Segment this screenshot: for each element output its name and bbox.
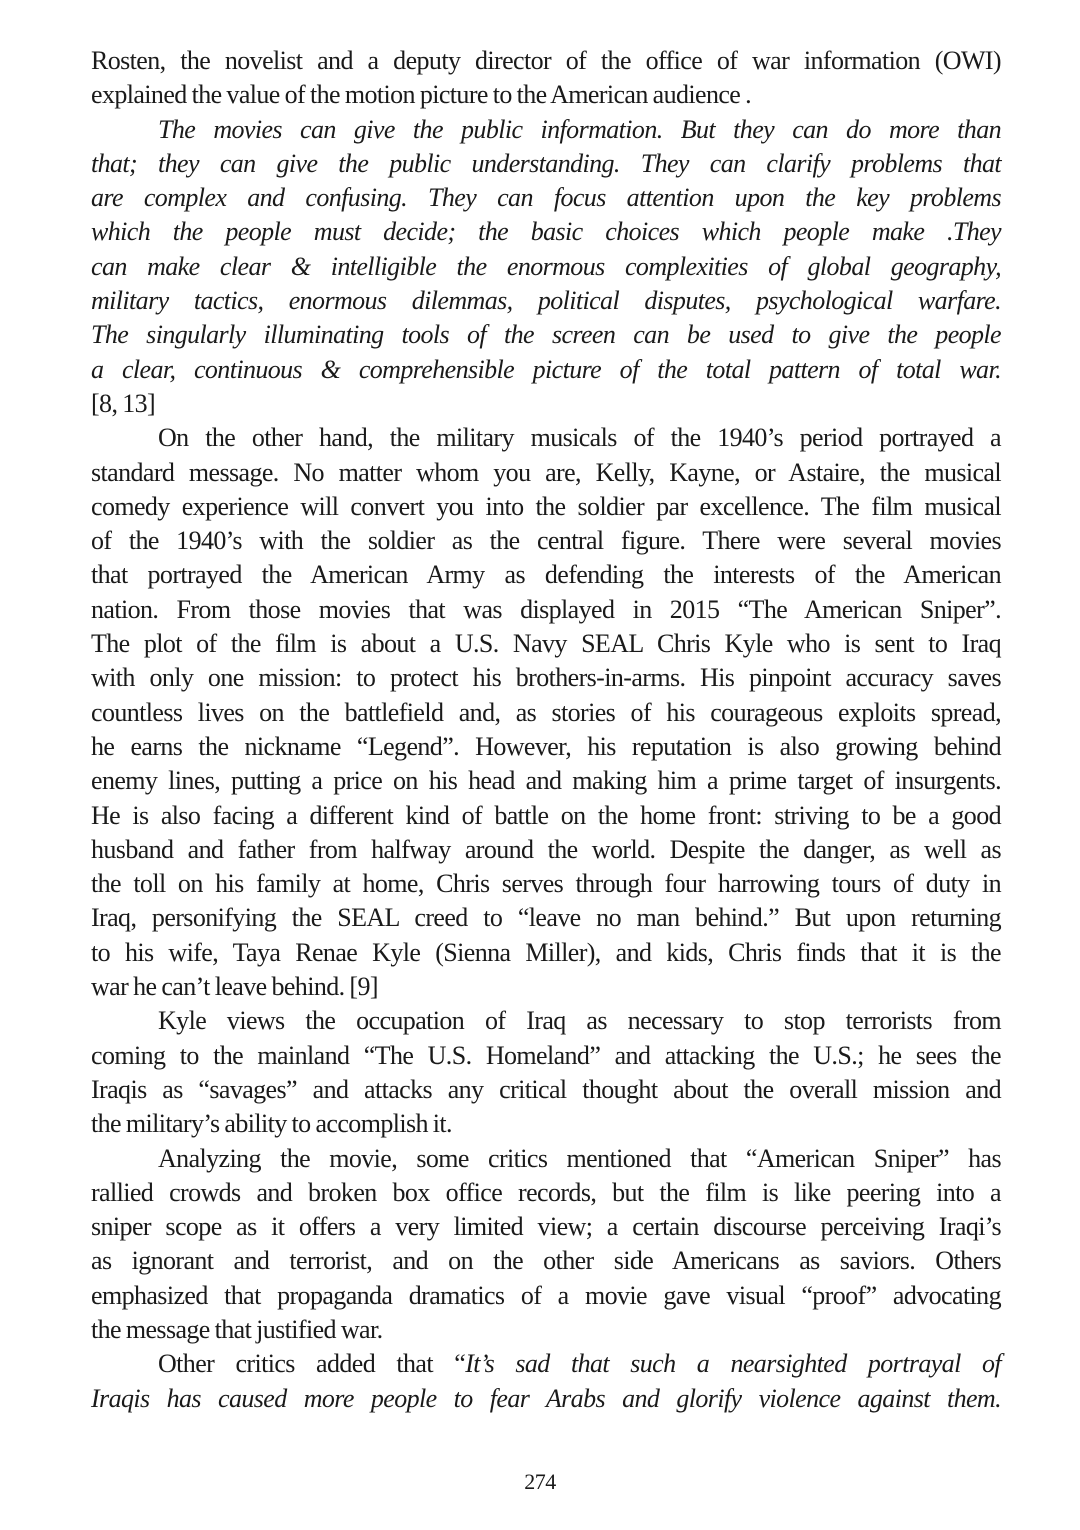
quote-line: The movies can give the public information. But they can do more than xyxy=(158,114,1001,144)
roman-text: Other critics added that “ xyxy=(157,1349,466,1379)
paragraph-military-musicals xyxy=(91,421,1001,1004)
text-line: husband and father from halfway around the world. Despite the danger, as well as xyxy=(91,834,1001,864)
quote-line: a clear, continuous & comprehensible picture of the total pattern of total war. xyxy=(91,354,1001,384)
text-line: countless lives on the battlefield and, as stories of his courageous exploits spread, xyxy=(91,697,1001,727)
text-line xyxy=(91,1347,1001,1381)
text-line: war he can’t leave behind. [9] xyxy=(91,972,378,1002)
text-line: sniper scope as it offers a very limited view; a certain discourse perceiving Iraqi’s xyxy=(91,1212,1001,1242)
italic-quote-text: Iraqis has caused more people to fear Arabs and glorify violence against them. xyxy=(91,1383,1001,1413)
block-quote xyxy=(91,113,1001,387)
document-page xyxy=(91,44,1001,1416)
quote-line: The singularly illuminating tools of the screen can be used to give the people xyxy=(91,320,1001,350)
text-line: with only one mission: to protect his brothers-in-arms. His pinpoint accuracy saves xyxy=(91,663,1001,693)
text-line: the toll on his family at home, Chris serves through four harrowing tours of duty in xyxy=(91,869,1001,899)
text-line: Rosten, the novelist and a deputy director of the office of war information (OWI) xyxy=(91,46,1001,75)
paragraph-other-critics xyxy=(91,1347,1001,1416)
text-line: that portrayed the American Army as defending the interests of the American xyxy=(91,560,1001,590)
text-line: The plot of the film is about a U.S. Navy SEAL Chris Kyle who is sent to Iraq xyxy=(91,629,1001,659)
citation: [8, 13] xyxy=(91,388,156,418)
text-line: standard message. No matter whom you are, Kelly, Kayne, or Astaire, the musical xyxy=(91,457,1001,487)
paragraph-rosten xyxy=(91,44,1001,113)
text-line: to his wife, Taya Renae Kyle (Sienna Miller), and kids, Chris finds that it is the xyxy=(91,937,1001,967)
text-line xyxy=(91,1382,1001,1416)
text-line: He is also facing a different kind of battle on the home front: striving to be a good xyxy=(91,800,1001,830)
text-line: Analyzing the movie, some critics mentioned that “American Sniper” has xyxy=(158,1143,1001,1173)
text-line: enemy lines, putting a price on his head and making him a prime target of insurgents. xyxy=(91,766,1001,796)
text-line: On the other hand, the military musicals of the 1940’s period portrayed a xyxy=(158,423,1001,453)
text-line: the message that justified war. xyxy=(91,1314,383,1344)
text-line: comedy experience will convert you into the soldier par excellence. The film musical xyxy=(91,491,1001,521)
quote-line: military tactics, enormous dilemmas, political disputes, psychological warfare. xyxy=(91,286,1001,316)
text-line: emphasized that propaganda dramatics of a movie gave visual “proof” advocating xyxy=(91,1280,1001,1310)
quote-line: that; they can give the public understanding. They can clarify problems that xyxy=(91,148,1001,178)
text-line: as ignorant and terrorist, and on the other side Americans as saviors. Others xyxy=(91,1246,1001,1276)
quote-line: are complex and confusing. They can focus attention upon the key problems xyxy=(91,183,1001,213)
text-line: Kyle views the occupation of Iraq as necessary to stop terrorists from xyxy=(158,1006,1001,1036)
text-line: Iraq, personifying the SEAL creed to “leave no man behind.” But upon returning xyxy=(91,903,1001,933)
text-line: Iraqis as “savages” and attacks any critical thought about the overall mission and xyxy=(91,1074,1001,1104)
paragraph-kyle-views xyxy=(91,1004,1001,1141)
paragraph-analyzing-movie xyxy=(91,1142,1001,1348)
text-line: coming to the mainland “The U.S. Homeland” and attacking the U.S.; he sees the xyxy=(91,1040,1001,1070)
text-line: the military’s ability to accomplish it. xyxy=(91,1109,452,1139)
italic-quote-text: It’s sad that such a nearsighted portrayal of xyxy=(465,1349,1001,1379)
text-line: he earns the nickname “Legend”. However, his reputation is also growing behind xyxy=(91,731,1001,761)
text-line: nation. From those movies that was displayed in 2015 “The American Sniper”. xyxy=(91,594,1001,624)
text-line: of the 1940’s with the soldier as the central figure. There were several movies xyxy=(91,526,1001,556)
page-number: 274 xyxy=(524,1469,556,1494)
text-line: rallied crowds and broken box office records, but the film is like peering into a xyxy=(91,1177,1001,1207)
text-line: explained the value of the motion picture to the American audience . xyxy=(91,80,752,110)
quote-line: can make clear & intelligible the enormous complexities of global geography, xyxy=(91,251,1001,281)
quote-line: which the people must decide; the basic choices which people make .They xyxy=(91,217,1001,247)
